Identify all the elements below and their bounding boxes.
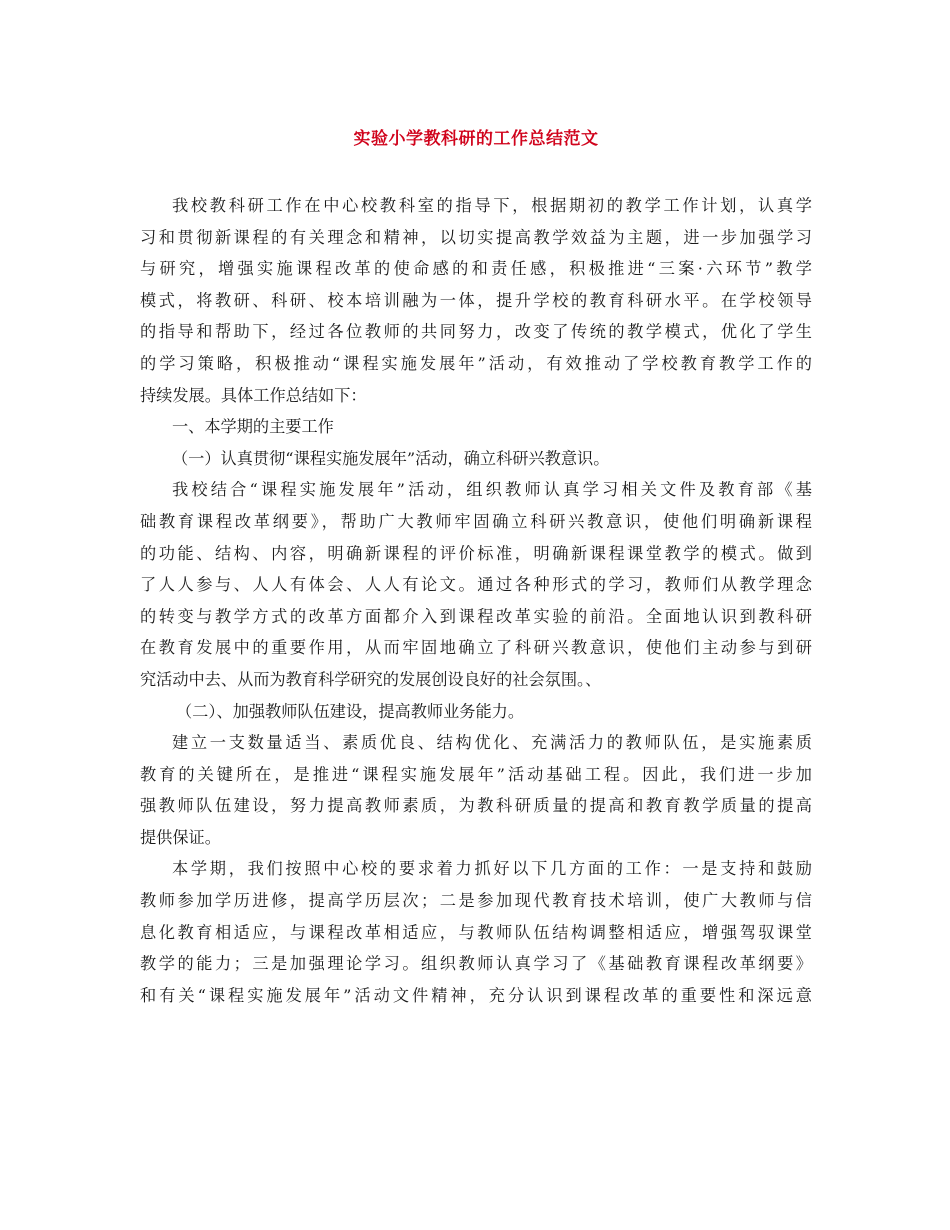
paragraph-line: 教育的关键所在，是推进“课程实施发展年”活动基础工程。因此，我们进一步加 [140,764,812,784]
paragraph-line: 本学期，我们按照中心校的要求着力抓好以下几方面的工作：一是支持和鼓励 [172,859,812,879]
paragraph-line: 与研究，增强实施课程改革的使命感的和责任感，积极推进“三案·六环节”教学 [140,259,812,279]
paragraph-line: 息化教育相适应，与课程改革相适应，与教师队伍结构调整相适应，增强驾驭课堂 [140,922,812,942]
paragraph-line: 了人人参与、人人有体会、人人有论文。通过各种形式的学习，教师们从教学理念 [140,575,812,595]
paragraph-line: 教学的能力；三是加强理论学习。组织教师认真学习了《基础教育课程改革纲要》 [140,954,812,974]
subsection-heading: （一）认真贯彻“课程实施发展年”活动，确立科研兴教意识。 [172,448,610,468]
paragraph-line: 模式，将教研、科研、校本培训融为一体，提升学校的教育科研水平。在学校领导 [140,290,812,310]
paragraph-line: 提供保证。 [140,827,221,847]
document-title: 实验小学教科研的工作总结范文 [353,129,599,149]
paragraph-line: 我校教科研工作在中心校教科室的指导下，根据期初的教学工作计划，认真学 [172,196,812,215]
paragraph-line: 在教育发展中的重要作用，从而牢固地确立了科研兴教意识，使他们主动参与到研 [140,638,812,658]
section-heading: 一、本学期的主要工作 [172,417,334,437]
paragraph-line: 习和贯彻新课程的有关理念和精神，以切实提高教学效益为主题，进一步加强学习 [140,227,812,247]
paragraph-line: 和有关“课程实施发展年”活动文件精神，充分认识到课程改革的重要性和深远意 [140,985,812,1005]
paragraph-line: 的指导和帮助下，经过各位教师的共同努力，改变了传统的教学模式，优化了学生 [140,322,812,342]
paragraph-line: 的学习策略，积极推动“课程实施发展年”活动，有效推动了学校教育教学工作的 [140,353,812,373]
paragraph-line: 持续发展。具体工作总结如下： [140,385,367,405]
paragraph-line: 究活动中去、从而为教育科学研究的发展创设良好的社会氛围。、 [140,669,602,689]
paragraph-line: 建立一支数量适当、素质优良、结构优化、充满活力的教师队伍，是实施素质 [172,733,812,753]
document-body [140,190,812,1011]
paragraph-line: 强教师队伍建设，努力提高教师素质，为教科研质量的提高和教育教学质量的提高 [140,796,812,816]
subsection-heading: （二）、加强教师队伍建设，提高教师业务能力。 [176,701,525,721]
paragraph-line: 教师参加学历进修，提高学历层次；二是参加现代教育技术培训，使广大教师与信 [140,891,812,911]
paragraph-line: 的转变与教学方式的改革方面都介入到课程改革实验的前沿。全面地认识到教科研 [140,606,812,626]
paragraph-line: 的功能、结构、内容，明确新课程的评价标准，明确新课程课堂教学的模式。做到 [140,543,812,563]
paragraph-line: 础教育课程改革纲要》，帮助广大教师牢固确立科研兴教意识，使他们明确新课程 [140,511,812,531]
paragraph-line: 我校结合“课程实施发展年”活动，组织教师认真学习相关文件及教育部《基 [172,480,812,500]
